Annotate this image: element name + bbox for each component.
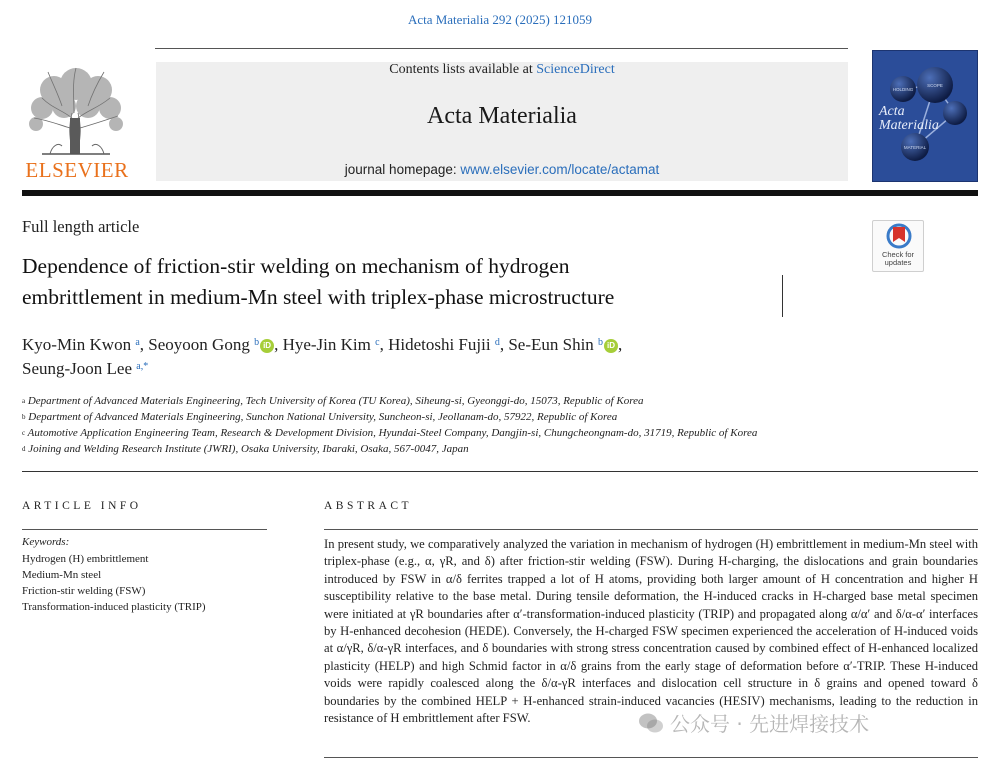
author-name[interactable]: Seung-Joon Lee $^{a,*}$ [22,359,149,378]
affiliation-item: $^b$ Department of Advanced Materials Engineering, Sunchon National University, Suncheon-si, Jeollanam-do, 57922, Republic of Korea [22,411,618,423]
keyword-item: Medium-Mn steel [22,569,102,581]
article-info-rule [22,529,267,530]
journal-citation[interactable]: Acta Materialia 292 (2025) 121059 [407,12,593,27]
article-type: Full length article [22,217,140,236]
article-info-heading: ARTICLE INFO [22,500,142,512]
author-name[interactable]: Kyo-Min Kwon $^a$ [22,335,140,354]
author-name[interactable]: Seoyoon Gong $^b$ iD [148,335,274,354]
section-divider [22,471,978,472]
abstract-text: In present study, we comparatively analyzed the variation in mechanism of hydrogen (H) embrittlement in medium-Mn steel with triplex-phase (e.g., α, γR, and δ) after friction-stir welding (FSW). During H-charging, the dislocations and grain boundaries introduced by FSW in α/δ ferrites trapped a lot of H atoms, providing both larger amount of H concentration and higher H susceptibility relative to the base metal. During tensile deformation, the H-induced cracks in H-charged base metal specimen were initiated at γR boundaries after α′-transformation-induced plasticity (TRIP) and propagated along α/α′ and δ/α-α′ interfaces by H-enhanced decohesion (HEDE). Conversely, the H-charged FSW specimen experienced the acceleration of H-induced voids at α/γR, δ/α-γR interfaces, and δ boundaries with strong stress concentration caused by combined effect of H-enhanced localized plasticity (HELP) and high Schmid factor in α/δ grains from the early stage of deformation before α′-TRIP. These H-induced voids were rapidly coalesced along the δ/α-γR interfaces and dislocation cell structure in δ grains and opened toward δ boundaries by the combined HELP + H-enhanced strain-induced vacancies (HESIV) mechanisms, leading to the reduction in resistance of H embrittlement after FSW. [324,537,978,726]
cover-title-2: Materialia [879,118,939,133]
affiliation-item: $^c$ Automotive Application Engineering Team, Research & Development Division, Hyundai-Steel Company, Dangjin-si, Chungcheongnam-do, 31719, Republic of Korea [22,427,758,439]
cover-title-1: Acta [879,104,905,119]
header-thick-rule [22,190,978,196]
check-updates-label: Check for updates [881,250,915,267]
homepage-prefix: journal homepage: [344,162,461,177]
text-cursor [782,275,783,317]
affiliation-item: $^a$ Department of Advanced Materials Engineering, Tech University of Korea (TU Korea), Siheung-si, Gyeonggi-do, 15073, Republic of Korea [22,395,644,407]
orcid-icon[interactable]: iD [604,339,618,353]
keyword-item: Hydrogen (H) embrittlement [22,553,149,565]
cover-art [873,51,978,182]
contents-prefix: Contents lists available at [389,62,537,77]
keywords-list [22,551,206,615]
watermark [638,708,869,737]
watermark-text: 公众号 · 先进焊接技术 [670,712,870,736]
author-name[interactable]: Se-Eun Shin $^b$ iD [508,335,618,354]
journal-homepage-link[interactable]: www.elsevier.com/locate/actamat [460,162,660,177]
journal-name: Acta Materialia [427,103,577,129]
author-name[interactable]: Hidetoshi Fujii $^d$ [388,335,500,354]
contents-line [156,62,848,78]
elsevier-wordmark[interactable]: ELSEVIER [25,158,129,182]
abstract-rule [324,529,978,530]
journal-header-box [156,62,848,181]
article-title [22,251,802,313]
keyword-item: Transformation-induced plasticity (TRIP) [22,601,206,613]
orcid-icon[interactable]: iD [260,339,274,353]
check-for-updates-button[interactable] [872,220,924,272]
cover-bubble-label: SCOPE [927,83,943,88]
abstract-heading: ABSTRACT [324,500,413,512]
affiliation-item: $^d$ Joining and Welding Research Institute (JWRI), Osaka University, Ibaraki, Osaka, 567-0047, Japan [22,443,469,455]
affiliations [22,393,922,457]
title-line-2: embrittlement in medium-Mn steel with triplex-phase microstructure [22,285,615,309]
abstract-bottom-rule [324,757,978,758]
check-updates-icon [873,221,925,251]
cover-bubble-label: HOLDING [892,87,914,92]
keyword-item: Friction-stir welding (FSW) [22,585,146,597]
sciencedirect-link[interactable]: ScienceDirect [536,62,615,77]
author-list: Kyo-Min Kwon $^a$, Seoyoon Gong $^b$ iD , Hye-Jin Kim $^c$, Hidetoshi Fujii $^d$, Se-Eun Shin $^b$ iD , Seung-Joon Lee $^{a,*}$ [22,335,623,378]
header-divider [155,48,848,49]
journal-cover[interactable] [872,50,978,182]
homepage-line [156,162,848,177]
cover-sphere [943,101,967,125]
title-line-1: Dependence of friction-stir welding on mechanism of hydrogen [22,254,570,278]
cover-bubble-label: MATERIAL [903,145,927,150]
wechat-icon [638,712,664,734]
author-name[interactable]: Hye-Jin Kim $^c$ [282,335,380,354]
keywords-label: Keywords: [22,536,70,548]
